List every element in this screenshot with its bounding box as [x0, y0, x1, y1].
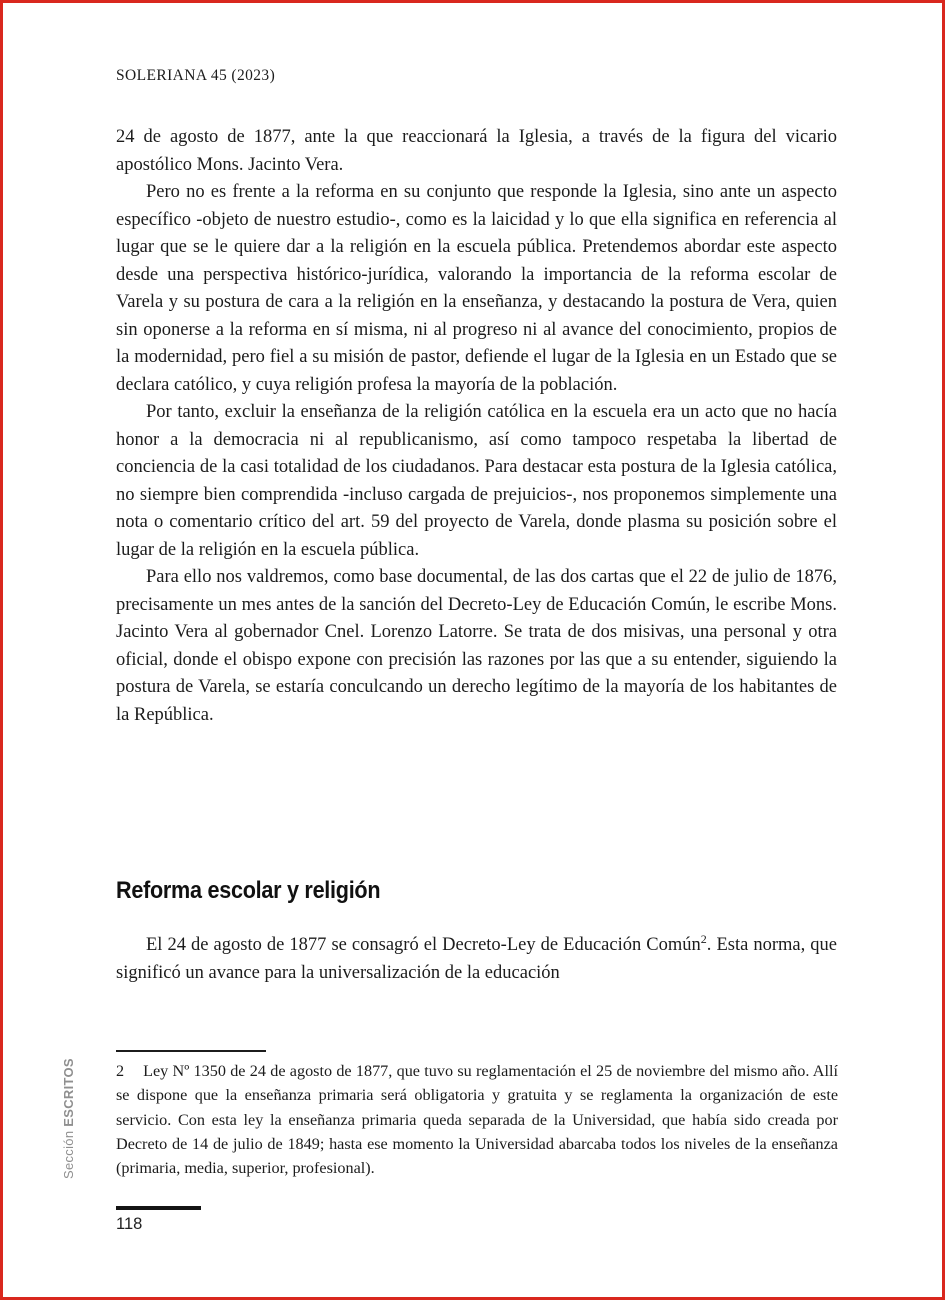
paragraph-text: El 24 de agosto de 1877 se consagró el Decreto-Ley de Educación Común: [146, 935, 701, 955]
paragraph: Para ello nos valdremos, como base documental, de las dos cartas que el 22 de julio de 1876, precisamente un mes antes de la sanción del Decreto-Ley de Educación Común, le escribe Mons. Jacinto Vera al gobernador Cnel. Lorenzo Latorre. Se trata de dos misivas, una personal y otra oficial, donde el obispo expone con precisión las razones por las que a su entender, siguiendo la postura de Varela, se estaría conculcando un derecho legítimo de la mayoría de los habitantes de la República.: [116, 567, 837, 725]
footnote-marker: 2: [116, 1062, 125, 1080]
sidebar-label-prefix: Sección: [61, 1126, 76, 1179]
section-heading: Reforma escolar y religión: [116, 877, 381, 904]
article-body: [116, 124, 837, 729]
footnote-text: Ley Nº 1350 de 24 de agosto de 1877, que tuvo su reglamentación el 25 de noviembre del mismo año. Allí se dispone que la enseñanza primaria será obligatoria y gratuita y se reglamenta la organización de este servicio. Con esta ley la enseñanza primaria queda separada de la Universidad, que había sido creada por Decreto de 14 de julio de 1849; hasta ese momento la Universidad abarcaba todos los niveles de la enseñanza (primaria, media, superior, profesional).: [116, 1062, 838, 1178]
paragraph: 24 de agosto de 1877, ante la que reaccionará la Iglesia, a través de la figura del vicario apostólico Mons. Jacinto Vera.: [116, 127, 837, 175]
page-number: 118: [116, 1215, 143, 1233]
paragraph-text: . Esta norma, que significó un avance para la universalización de la educación: [116, 935, 837, 983]
sidebar-label-name: ESCRITOS: [61, 1058, 76, 1127]
paragraph: Pero no es frente a la reforma en su conjunto que responde la Iglesia, sino ante un aspecto específico -objeto de nuestro estudio-, como es la laicidad y lo que ella significa en referencia al lugar que se le quiere dar a la religión en la escuela pública. Pretendemos abordar este aspecto desde una perspectiva histórico-jurídica, valorando la importancia de la reforma escolar de Varela y su postura de cara a la religión en la enseñanza, y destacando la postura de Vera, quien sin oponerse a la reforma en sí misma, ni al progreso ni al avance del conocimiento, propios de la modernidad, pero fiel a su misión de pastor, defiende el lugar de la Iglesia en un Estado que se declara católico, y cuya religión profesa la mayoría de la población.: [116, 182, 837, 395]
section-body: [116, 932, 837, 987]
paragraph-with-footnote-ref: [116, 932, 837, 987]
footnote-reference: 2: [700, 931, 707, 946]
footnote: [116, 1059, 838, 1180]
paragraph: Por tanto, excluir la enseñanza de la religión católica en la escuela era un acto que no hacía honor a la democracia ni al republicanismo, así como tampoco respetaba la libertad de conciencia de la casi totalidad de los ciudadanos. Para destacar esta postura de la Iglesia católica, no siempre bien comprendida -incluso cargada de prejuicios-, nos proponemos simplemente una nota o comentario crítico del art. 59 del proyecto de Varela, donde plasma su posición sobre el lugar de la religión en la escuela pública.: [116, 402, 837, 560]
footnote-separator-rule: [116, 1050, 266, 1052]
section-sidebar-label: [61, 1059, 76, 1179]
footer-rule-bar: [116, 1206, 201, 1210]
running-head: SOLERIANA 45 (2023): [116, 67, 276, 84]
